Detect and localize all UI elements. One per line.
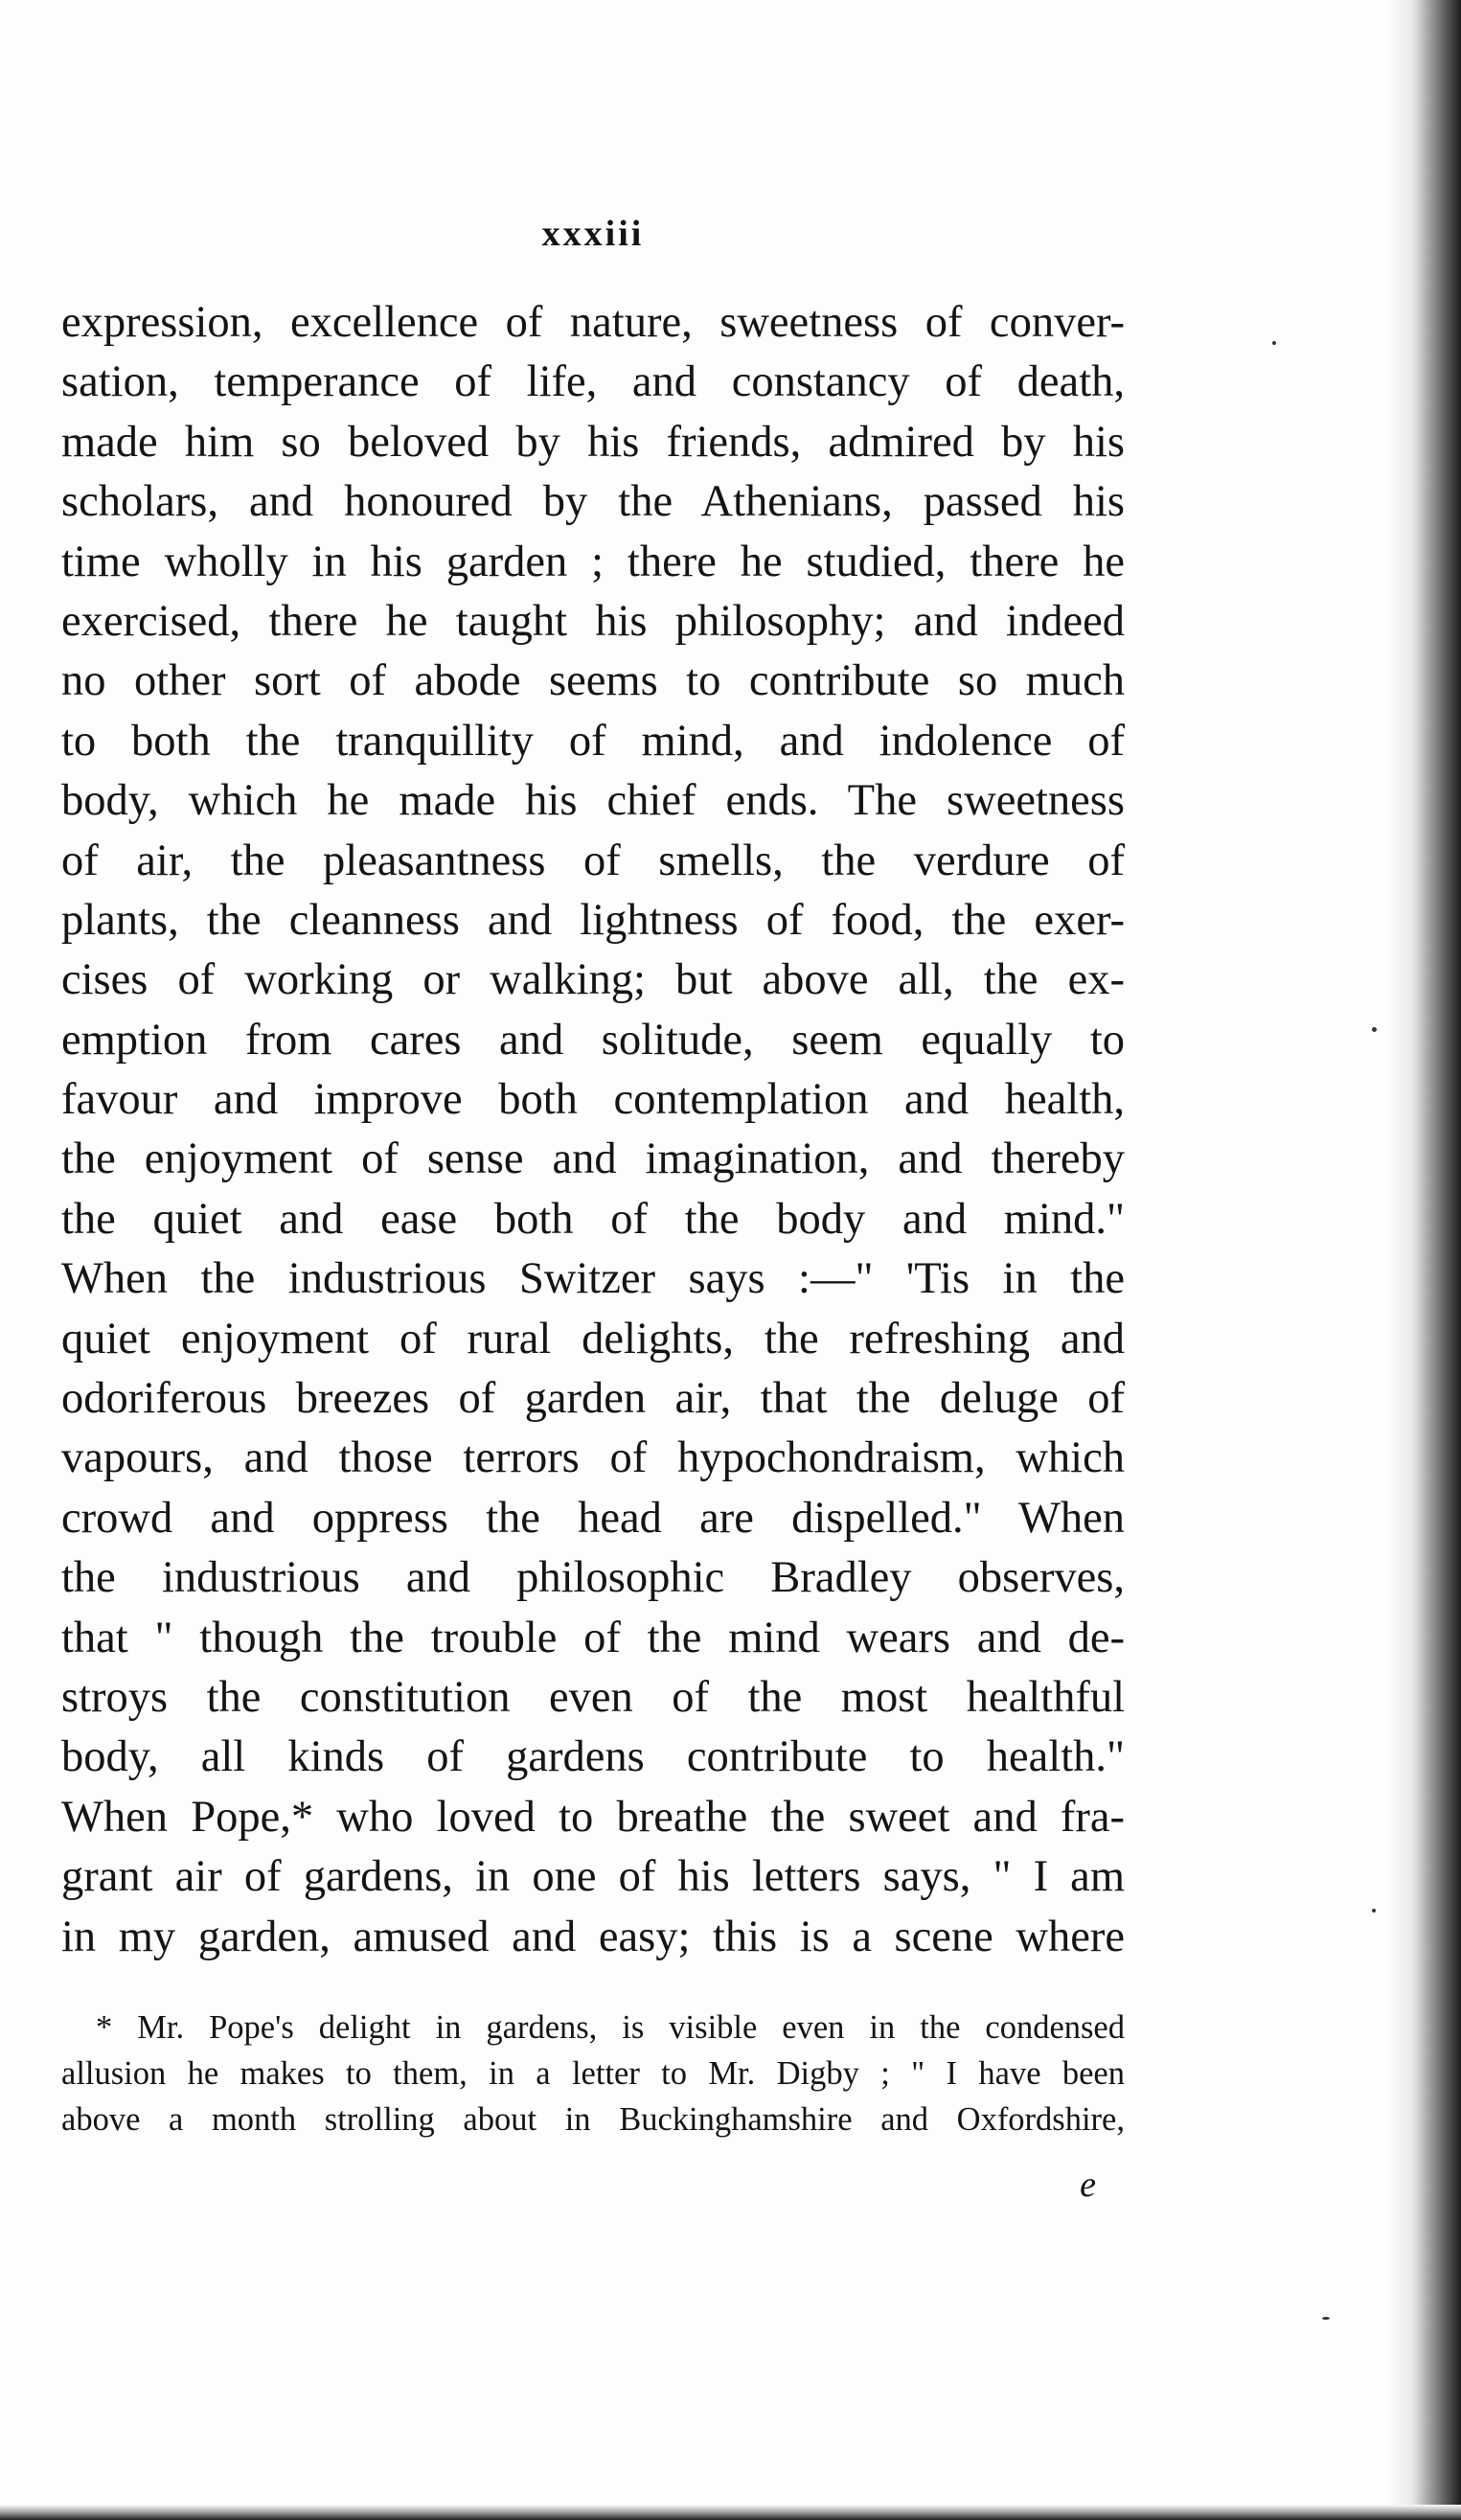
text-line: body, which he made his chief ends. The sweetness: [61, 776, 1125, 826]
text-line: When Pope,* who loved to breathe the sweet and fra-: [61, 1792, 1125, 1842]
ink-speck: [1372, 1909, 1376, 1913]
text-line: odoriferous breezes of garden air, that the deluge of: [61, 1374, 1125, 1424]
text-line: cises of working or walking; but above all, the ex-: [61, 955, 1125, 1005]
text-line: stroys the constitution even of the most healthful: [61, 1672, 1125, 1722]
text-line: the enjoyment of sense and imagination, and thereby: [61, 1134, 1125, 1184]
text-line: that " though the trouble of the mind wears and de-: [61, 1613, 1125, 1662]
text-line: body, all kinds of gardens contribute to health.": [61, 1732, 1125, 1782]
text-line: in my garden, amused and easy; this is a scene where: [61, 1912, 1125, 1961]
text-line: sation, temperance of life, and constancy of death,: [61, 357, 1125, 407]
text-line: favour and improve both contemplation and health,: [61, 1075, 1125, 1125]
footnote: [61, 2005, 1125, 2142]
ink-speck: [1322, 2317, 1330, 2320]
signature-mark: e: [1080, 2165, 1096, 2205]
text-line: grant air of gardens, in one of his letters says, " I am: [61, 1852, 1125, 1902]
text-line: the quiet and ease both of the body and mind.": [61, 1194, 1125, 1244]
text-line: to both the tranquillity of mind, and indolence of: [61, 716, 1125, 766]
ink-speck: [1372, 1027, 1377, 1032]
body-text: [61, 293, 1125, 1967]
text-line: no other sort of abode seems to contribute so much: [61, 656, 1125, 706]
text-line: scholars, and honoured by the Athenians, passed his: [61, 477, 1125, 527]
text-line: When the industrious Switzer says :—" 'Tis in the: [61, 1254, 1125, 1304]
text-line: expression, excellence of nature, sweetness of conver-: [61, 298, 1125, 347]
text-line: quiet enjoyment of rural delights, the refreshing and: [61, 1314, 1125, 1363]
text-line: time wholly in his garden ; there he studied, there he: [61, 537, 1125, 586]
ink-speck: [1272, 341, 1276, 345]
footnote-line: allusion he makes to them, in a letter to Mr. Digby ; " I have been: [61, 2055, 1125, 2092]
page-right-edge-shadow: [1386, 0, 1461, 2520]
text-line: the industrious and philosophic Bradley observes,: [61, 1553, 1125, 1603]
text-line: vapours, and those terrors of hypochondraism, which: [61, 1433, 1125, 1483]
text-line: emption from cares and solitude, seem equally to: [61, 1015, 1125, 1065]
text-line: of air, the pleasantness of smells, the verdure of: [61, 836, 1125, 885]
text-line: crowd and oppress the head are dispelled." When: [61, 1493, 1125, 1543]
text-line: made him so beloved by his friends, admired by his: [61, 417, 1125, 467]
page-bottom-edge-shadow: [0, 2505, 1461, 2520]
text-line: exercised, there he taught his philosophy; and indeed: [61, 596, 1125, 646]
text-line: plants, the cleanness and lightness of food, the exer-: [61, 895, 1125, 945]
page-number: xxxiii: [541, 214, 645, 254]
footnote-line: above a month strolling about in Buckinghamshire and Oxfordshire,: [61, 2101, 1125, 2138]
footnote-line: * Mr. Pope's delight in gardens, is visible even in the condensed: [96, 2009, 1125, 2046]
